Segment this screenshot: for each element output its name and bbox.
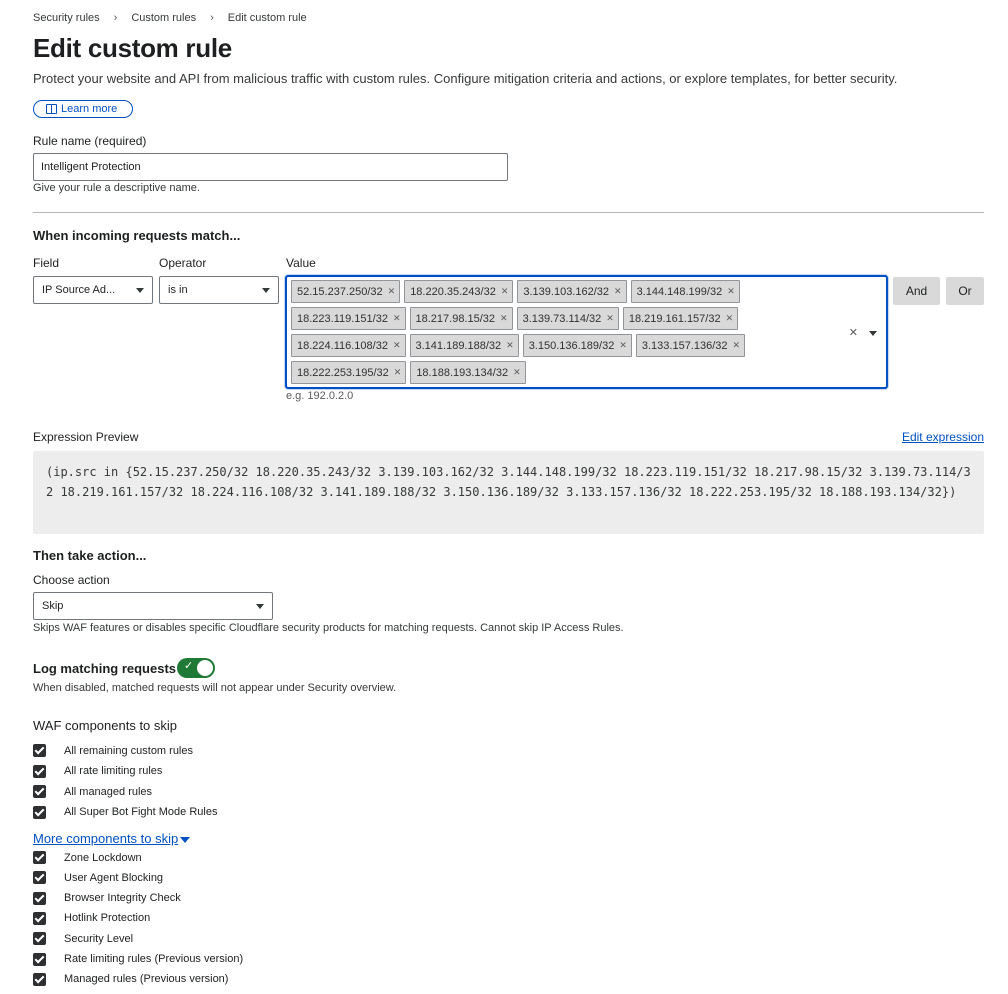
value-chip-label: 18.217.98.15/32 (415, 312, 496, 325)
remove-chip-icon[interactable]: ✕ (732, 340, 741, 350)
learn-more-label: Learn more (61, 103, 118, 115)
value-chip (404, 280, 513, 303)
expression-preview: (ip.src in {52.15.237.250/32 18.220.35.243/32 3.139.103.162/32 3.144.148.199/32 18.223.119.151/32 18.217.98.15/32 3.139.73.114/32 18.219.161.157/32 18.224.116.108/32 3.141.189.188/32 3.150.136.189/32 3.133.157.136/32 18.222.253.195/32 18.188.193.134/32}) (33, 451, 984, 534)
skip-heading: WAF components to skip (33, 718, 178, 733)
checkbox-checked[interactable] (33, 765, 46, 778)
page-description: Protect your website and API from malicious traffic with custom rules. Configure mitigation criteria and actions, or explore templates, for better security. (33, 71, 898, 86)
checkbox-label: Hotlink Protection (64, 912, 151, 925)
remove-chip-icon[interactable]: ✕ (393, 367, 402, 377)
value-chip (291, 334, 406, 357)
chevron-right-icon: › (210, 12, 214, 24)
field-select[interactable] (33, 276, 153, 304)
checkbox-label: Zone Lockdown (64, 851, 142, 864)
remove-chip-icon[interactable]: ✕ (392, 340, 401, 350)
value-chip (636, 334, 745, 357)
chevron-down-icon (256, 604, 264, 609)
value-chip (291, 280, 400, 303)
remove-chip-icon[interactable]: ✕ (500, 313, 508, 323)
more-components-label: More components to skip (33, 831, 179, 846)
value-chip (291, 307, 406, 330)
checkbox-checked[interactable] (33, 806, 46, 819)
learn-more-button[interactable] (33, 100, 133, 118)
value-chip (410, 307, 513, 330)
chevron-down-icon (136, 288, 144, 293)
value-chip-label: 18.219.161.157/32 (628, 312, 721, 325)
value-chip-label: 18.223.119.151/32 (297, 312, 388, 325)
field-select-value: IP Source Ad... (42, 284, 116, 296)
field-label: Field (33, 256, 60, 270)
checkbox-label: Browser Integrity Check (64, 892, 181, 905)
value-chip (631, 280, 740, 303)
value-chip (523, 334, 632, 357)
checkbox-checked[interactable] (33, 785, 46, 798)
toggle-knob (197, 660, 213, 676)
remove-chip-icon[interactable]: ✕ (606, 313, 614, 323)
rule-name-input[interactable]: Intelligent Protection (33, 153, 508, 181)
checkbox-label: All remaining custom rules (64, 744, 193, 757)
operator-select-value: is in (168, 284, 188, 296)
value-label: Value (286, 256, 316, 270)
remove-chip-icon[interactable]: ✕ (506, 340, 514, 350)
remove-chip-icon[interactable]: ✕ (727, 286, 735, 296)
chevron-down-icon[interactable] (869, 331, 877, 336)
value-chip-label: 18.224.116.108/32 (297, 339, 388, 352)
value-chip-label: 3.133.157.136/32 (641, 339, 728, 352)
skip-checkbox-row[interactable] (33, 851, 142, 864)
edit-expression-link[interactable]: Edit expression (901, 430, 984, 444)
value-chip (291, 361, 406, 384)
breadcrumb (33, 12, 307, 24)
value-chip-label: 18.220.35.243/32 (410, 285, 496, 298)
chevron-right-icon: › (113, 12, 118, 24)
page-title: Edit custom rule (33, 33, 232, 63)
checkbox-label: Managed rules (Previous version) (64, 973, 229, 986)
skip-checkbox-row[interactable] (33, 806, 217, 819)
skip-checkbox-row[interactable] (33, 785, 152, 798)
checkbox-checked[interactable] (33, 744, 46, 757)
skip-checkbox-row[interactable] (33, 765, 162, 778)
check-icon: ✓ (184, 660, 194, 672)
checkbox-checked[interactable] (33, 851, 46, 864)
action-help: Skips WAF features or disables specific Cloudflare security products for matching requests. Cannot skip IP Access Rules. (33, 622, 624, 634)
book-icon (46, 104, 57, 114)
checkbox-checked[interactable] (33, 892, 46, 905)
value-chip-label: 3.139.73.114/32 (522, 312, 602, 325)
more-components-toggle[interactable] (33, 831, 190, 846)
divider (33, 212, 984, 213)
clear-all-icon[interactable]: ✕ (848, 327, 858, 339)
checkbox-checked[interactable] (33, 871, 46, 884)
value-chip (410, 361, 525, 384)
checkbox-label: All managed rules (64, 785, 153, 798)
remove-chip-icon[interactable]: ✕ (387, 286, 396, 296)
value-chip-label: 18.188.193.134/32 (416, 366, 509, 379)
match-heading: When incoming requests match... (33, 228, 241, 243)
breadcrumb-current: Edit custom rule (227, 12, 307, 24)
value-chip-label: 3.144.148.199/32 (636, 285, 723, 298)
breadcrumb-security-rules[interactable]: Security rules (33, 12, 100, 24)
checkbox-checked[interactable] (33, 973, 46, 986)
value-chip-label: 3.139.103.162/32 (523, 285, 610, 298)
checkbox-label: Rate limiting rules (Previous version) (64, 953, 244, 965)
value-chip (517, 280, 626, 303)
operator-label: Operator (159, 256, 207, 270)
value-multiselect[interactable] (285, 275, 888, 389)
action-heading: Then take action... (33, 548, 147, 563)
skip-checkbox-row[interactable] (33, 932, 133, 945)
caret-down-icon (180, 837, 190, 843)
chevron-down-icon (262, 288, 270, 293)
remove-chip-icon[interactable]: ✕ (513, 367, 521, 377)
rule-name-help: Give your rule a descriptive name. (33, 182, 200, 194)
expression-label: Expression Preview (33, 430, 139, 444)
remove-chip-icon[interactable]: ✕ (392, 313, 401, 323)
value-chip (517, 307, 619, 330)
remove-chip-icon[interactable]: ✕ (619, 340, 627, 350)
checkbox-label: All rate limiting rules (64, 765, 163, 777)
value-chip-label: 3.150.136.189/32 (528, 339, 615, 352)
checkbox-label: Security Level (64, 932, 134, 945)
skip-checkbox-row[interactable] (33, 912, 150, 925)
and-button[interactable]: And (893, 277, 940, 305)
checkbox-checked[interactable] (33, 953, 46, 966)
skip-checkbox-row[interactable] (33, 892, 181, 905)
log-toggle[interactable] (177, 658, 215, 678)
value-placeholder-hint: e.g. 192.0.2.0 (286, 390, 354, 402)
breadcrumb-custom-rules[interactable]: Custom rules (131, 12, 197, 24)
skip-checkbox-row[interactable] (33, 973, 228, 986)
value-chip-label: 52.15.237.250/32 (297, 285, 383, 298)
skip-checkbox-row[interactable] (33, 953, 243, 966)
value-chip (410, 334, 519, 357)
or-button[interactable]: Or (946, 277, 984, 305)
action-select[interactable] (33, 592, 273, 620)
checkbox-label: All Super Bot Fight Mode Rules (64, 806, 218, 818)
checkbox-label: User Agent Blocking (64, 871, 164, 884)
remove-chip-icon[interactable]: ✕ (614, 286, 622, 296)
checkbox-checked[interactable] (33, 932, 46, 945)
remove-chip-icon[interactable]: ✕ (725, 313, 734, 323)
value-chip (623, 307, 738, 330)
log-help: When disabled, matched requests will not appear under Security overview. (33, 682, 397, 694)
value-chips (291, 280, 839, 384)
rule-name-label: Rule name (required) (33, 134, 147, 148)
log-label: Log matching requests (33, 661, 177, 676)
value-chip-label: 18.222.253.195/32 (297, 366, 389, 379)
skip-checkbox-row[interactable] (33, 871, 163, 884)
remove-chip-icon[interactable]: ✕ (500, 286, 509, 296)
skip-checkbox-row[interactable] (33, 744, 193, 757)
action-label: Choose action (33, 573, 110, 587)
checkbox-checked[interactable] (33, 912, 46, 925)
value-chip-label: 3.141.189.188/32 (415, 339, 502, 352)
operator-select[interactable] (159, 276, 279, 304)
action-select-value: Skip (42, 600, 64, 612)
